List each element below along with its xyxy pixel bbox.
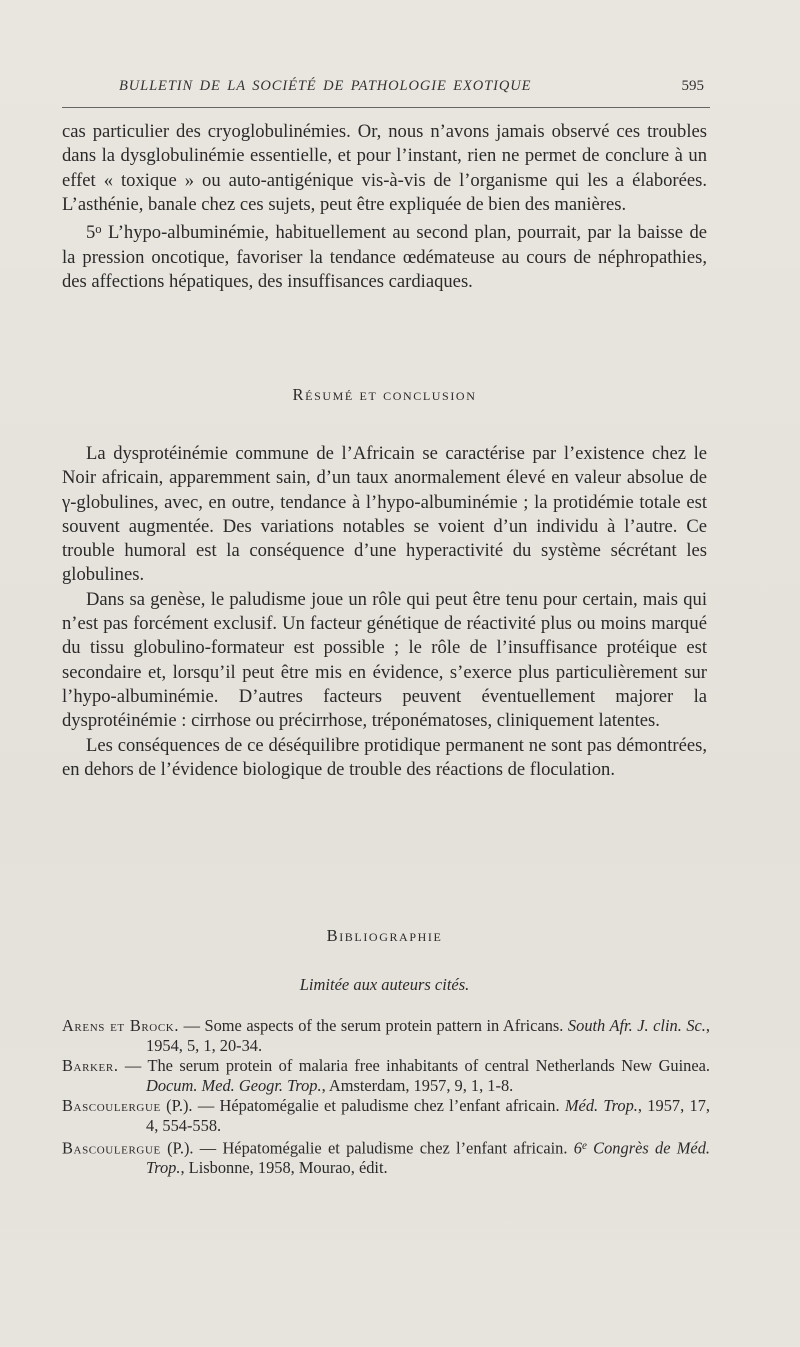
page-number: 595 xyxy=(681,78,704,94)
paragraph: Les conséquences de ce déséquilibre protidique permanent ne sont pas démontrées, en dehors de l’évidence biologique de trouble des réactions de floculation. xyxy=(62,734,707,780)
reference-list xyxy=(62,1016,710,1178)
ref-details: , Amsterdam, 1957, 9, 1, 1-8. xyxy=(321,1076,514,1095)
reference-item xyxy=(62,1016,710,1056)
ref-journal: Docum. Med. Geogr. Trop. xyxy=(146,1076,322,1095)
ref-details: , 1954, 5, 1, 20-34. xyxy=(146,1016,711,1055)
header-rule xyxy=(62,107,710,108)
item-number: 5 xyxy=(86,222,96,244)
reference-item xyxy=(62,1096,710,1136)
degree-mark: o xyxy=(95,222,102,237)
section-title: Résumé et conclusion xyxy=(292,385,477,404)
reference-item xyxy=(62,1136,710,1178)
ref-title: (P.). — Hépatomégalie et paludisme chez l’enfant africain. xyxy=(160,1096,565,1115)
bibliography-subtitle: Limitée aux auteurs cités. xyxy=(299,975,470,994)
journal-title: BULLETIN DE LA SOCIÉTÉ DE PATHOLOGIE EXOTIQUE xyxy=(119,78,532,94)
ref-authors: Arens et Brock. xyxy=(62,1016,180,1035)
running-header xyxy=(62,78,710,104)
ref-ordinal-suffix: e xyxy=(581,1140,587,1152)
paragraph: cas particulier des cryoglobulinémies. Or, nous n’avons jamais observé ces troubles dans la dysglobulinémie essentielle, et pour l’instant, rien ne permet de conclure à un effet « toxique » ou auto-antigénique vis-à-vis de l’organisme qui les a élaborées. L’asthénie, banale chez ces sujets, peut être expliquée de bien des manières. xyxy=(62,121,707,215)
ref-ordinal: 6 xyxy=(573,1138,582,1158)
resume-heading xyxy=(62,385,707,405)
ref-authors: Barker. xyxy=(62,1056,119,1075)
ref-journal: Méd. Trop. xyxy=(564,1096,638,1115)
intro-text xyxy=(62,120,707,294)
ref-title: (P.). — Hépatomégalie et paludisme chez l’enfant africain. xyxy=(160,1138,574,1158)
ref-title: — Some aspects of the serum protein pattern in Africans. xyxy=(179,1016,568,1035)
ref-journal: Congrès de Méd. Trop. xyxy=(146,1138,710,1178)
paragraph: La dysprotéinémie commune de l’Africain se caractérise par l’existence chez le Noir africain, apparemment sain, d’un taux anormalement élevé en valeur absolue de γ-globulines, avec, en outre, tendance à l’hypo-albuminémie ; la protidémie totale est souvent augmentée. Des variations notables se voient d’un individu à l’autre. Ce trouble humoral est la conséquence d’une hyperactivité du système sécrétant les globulines. xyxy=(62,443,707,586)
reference-item xyxy=(62,1056,710,1096)
bibliography-heading xyxy=(62,926,707,946)
paragraph: Dans sa genèse, le paludisme joue un rôle qui peut être tenu pour certain, mais qui n’est pas forcément exclusif. Un facteur génétique de réactivité plus ou moins marqué du tissu globulino-formateur est possible ; le rôle de l’insuffisance protéique est secondaire et, lorsqu’il peut être mis en évidence, s’exerce plus particulièrement sur l’hypo-albuminémie. D’autres facteurs peuvent éventuellement majorer la dysprotéinémie : cirrhose ou précirrhose, tréponématoses, cliniquement latentes. xyxy=(62,588,707,732)
ref-journal: South Afr. J. clin. Sc. xyxy=(567,1016,706,1035)
ref-authors: Bascoulergue xyxy=(62,1138,161,1158)
section-title: Bibliographie xyxy=(326,926,443,945)
paragraph xyxy=(62,217,707,294)
ref-details: , Lisbonne, 1958, Mourao, édit. xyxy=(180,1158,388,1178)
ref-details: , 1957, 17, 4, 554-558. xyxy=(146,1096,710,1135)
resume-text xyxy=(62,442,707,782)
ref-authors: Bascoulergue xyxy=(62,1096,161,1115)
paragraph-text: L’hypo-albuminémie, habituellement au second plan, pourrait, par la baisse de la pression oncotique, favoriser la tendance œdémateuse au cours de néphropathies, des affections hépatiques, des insuffisances cardiaques. xyxy=(62,222,707,292)
ref-title: — The serum protein of malaria free inhabitants of central Netherlands New Guinea. xyxy=(118,1056,710,1075)
